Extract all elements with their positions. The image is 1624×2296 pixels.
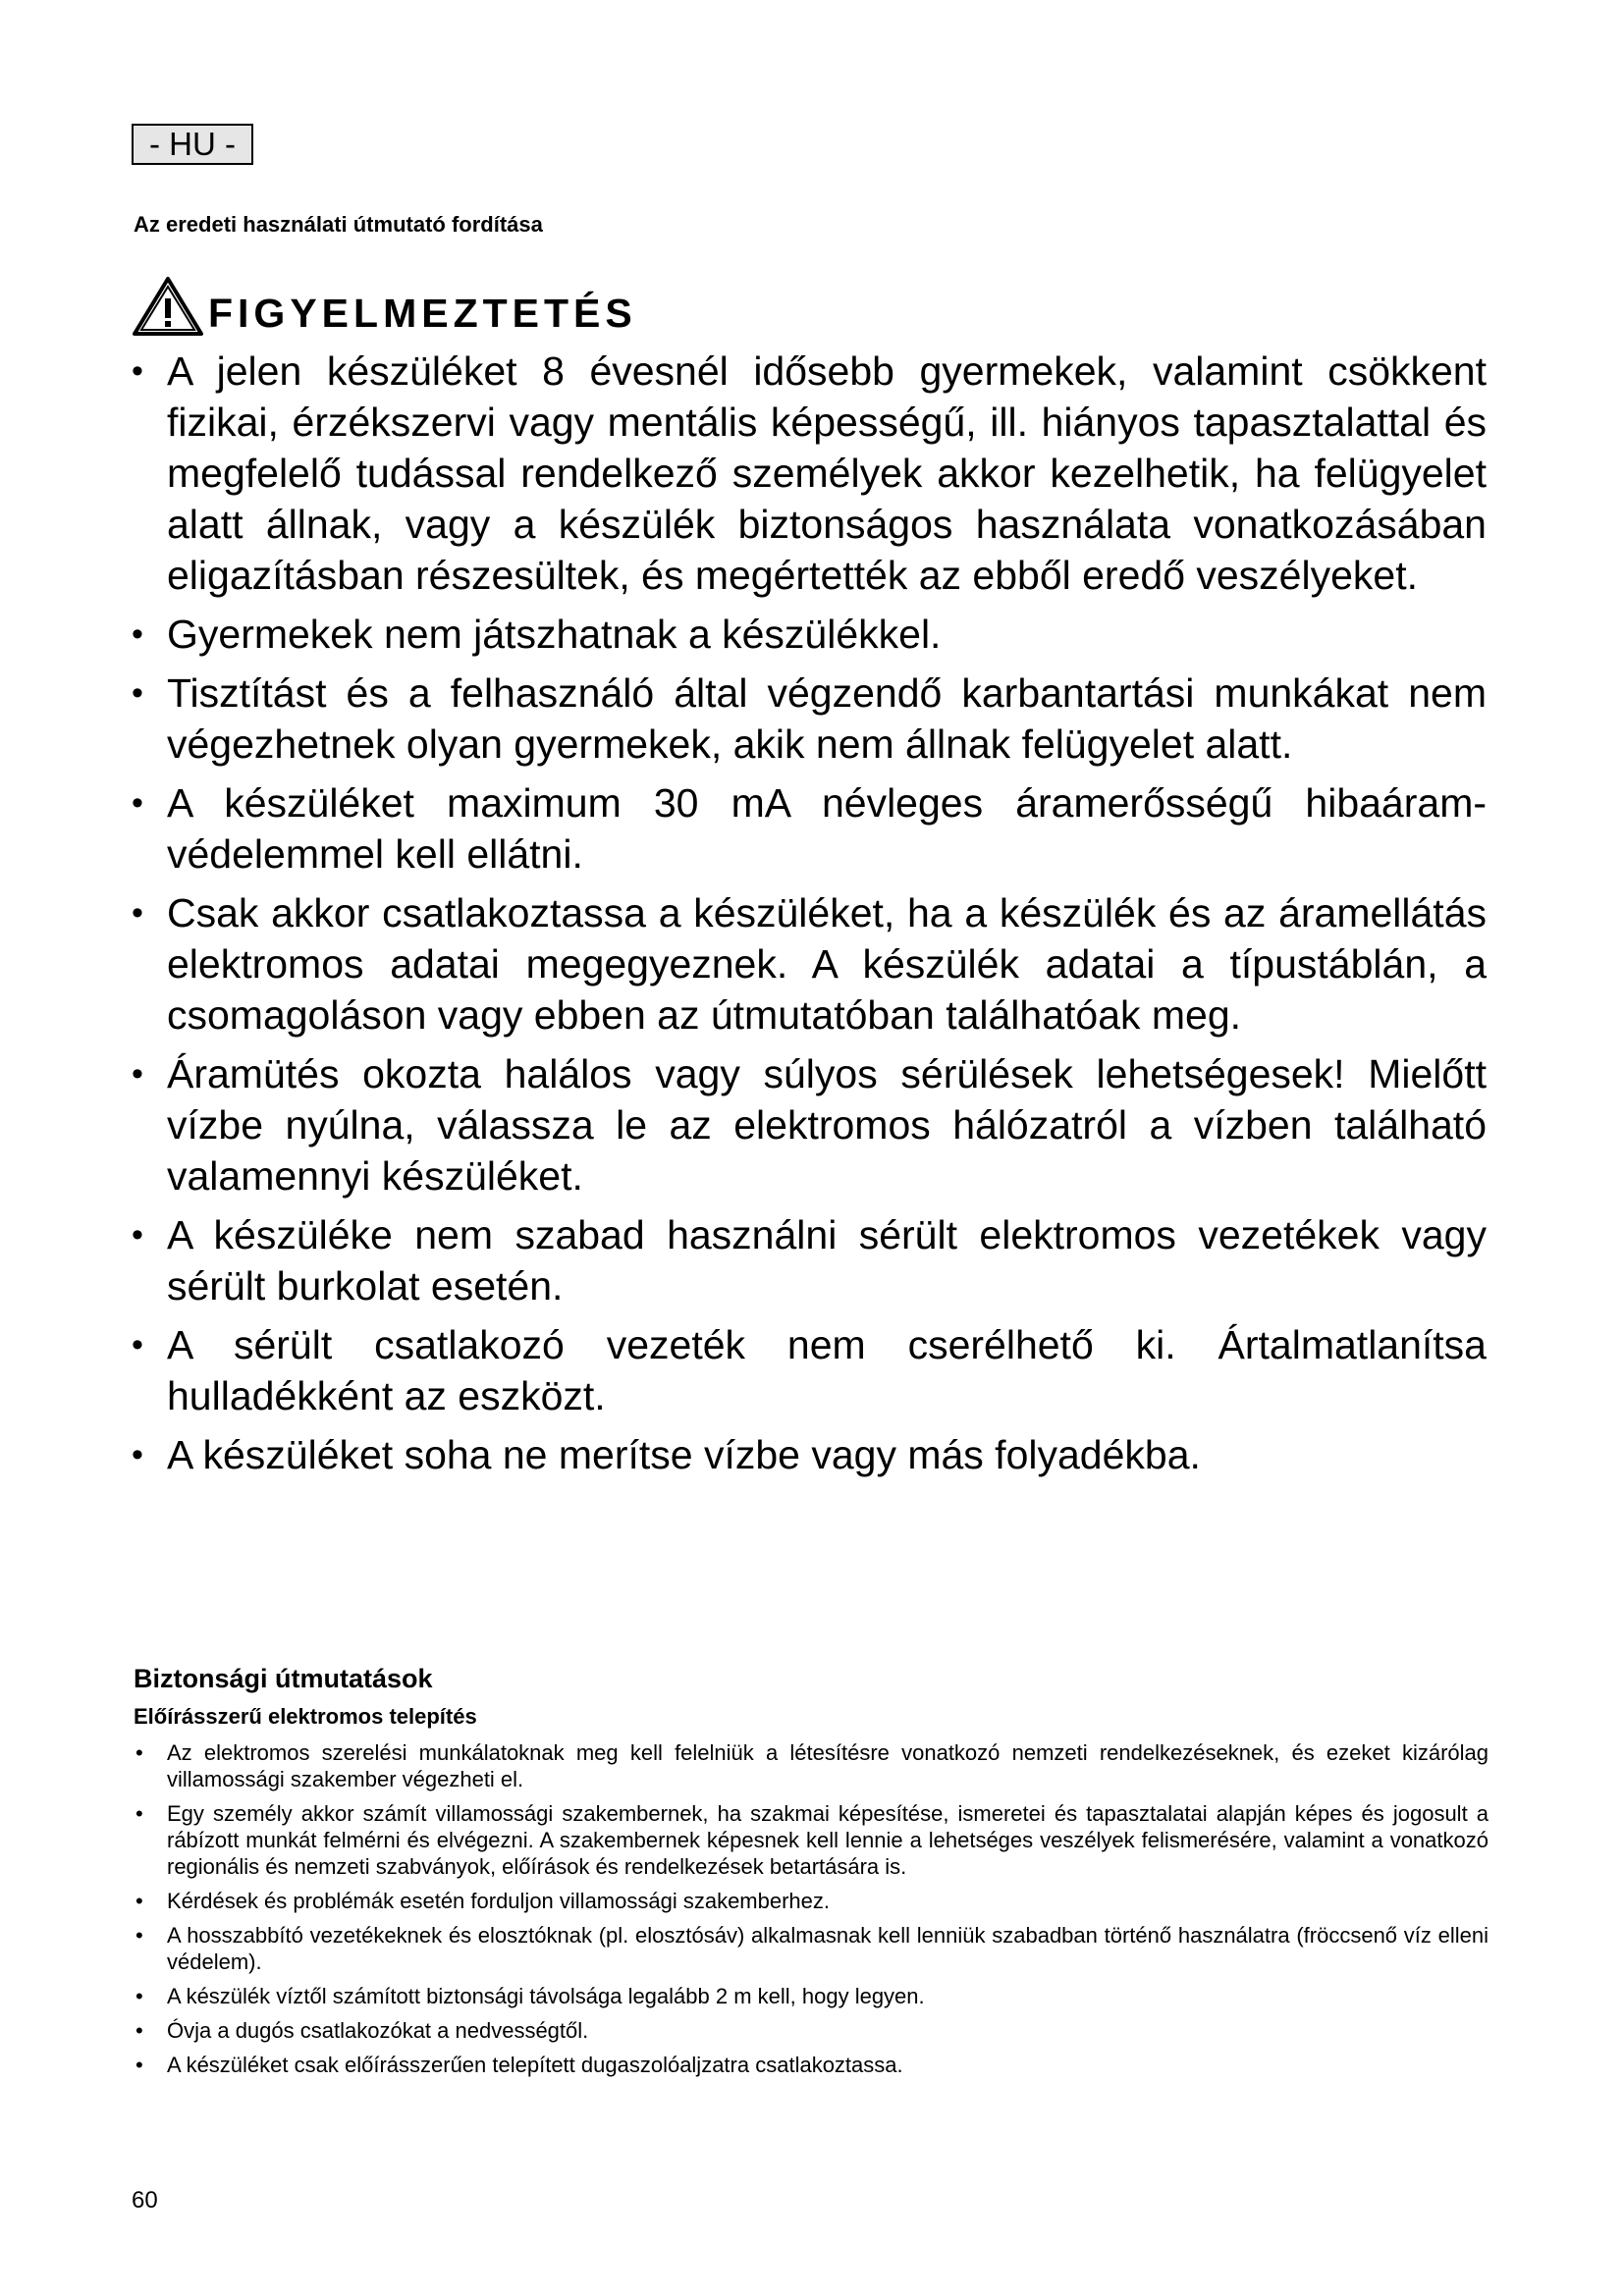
warning-item — [132, 1209, 1487, 1311]
bullet: • — [132, 352, 143, 390]
warning-item-text: A készüléket maximum 30 mA névleges áramerősségű hibaáram-védelemmel kell ellátni. — [167, 780, 1487, 877]
warning-item — [132, 609, 1487, 660]
safety-list — [134, 1739, 1489, 2078]
warning-item-text: A készüléket soha ne merítse vízbe vagy más folyadékba. — [167, 1432, 1201, 1477]
safety-title: Biztonsági útmutatások — [134, 1664, 433, 1693]
bullet: • — [132, 1055, 143, 1093]
bullet: • — [132, 615, 143, 653]
safety-item-text: A készülék víztől számított biztonsági távolsága legalább 2 m kell, hogy legyen. — [167, 1984, 925, 2008]
safety-item-text: Kérdések és problémák esetén forduljon villamossági szakemberhez. — [167, 1889, 831, 1913]
warning-item-text: Csak akkor csatlakoztassa a készüléket, ha a készülék és az áramellátás elektromos adatai megegyeznek. A készülék adatai a típustáblán, a csomagoláson vagy ebben az útmutatóban találhatóak meg. — [167, 890, 1487, 1038]
safety-subtitle: Előírásszerű elektromos telepítés — [134, 1704, 477, 1729]
document-subtitle: Az eredeti használati útmutató fordítása — [134, 212, 543, 237]
warning-heading — [132, 275, 637, 338]
warning-item-text: Áramütés okozta halálos vagy súlyos sérülések lehetségesek! Mielőtt vízbe nyúlna, válassza le az elektromos hálózatról a vízben található valamennyi készüléket. — [167, 1051, 1487, 1199]
safety-item — [134, 1739, 1489, 1792]
language-tag: - HU - — [132, 124, 253, 165]
safety-item-text: Az elektromos szerelési munkálatoknak meg kell felelniük a létesítésre vonatkozó nemzeti rendelkezéseknek, és ezeket kizárólag villamossági szakember végezheti el. — [167, 1740, 1489, 1791]
safety-item — [134, 1983, 1489, 2009]
bullet: • — [135, 1801, 143, 1826]
safety-item — [134, 1800, 1489, 1880]
safety-item — [134, 1922, 1489, 1975]
safety-item-text: A készüléket csak előírásszerűen telepített dugaszolóaljzatra csatlakoztassa. — [167, 2053, 903, 2077]
warning-item — [132, 1319, 1487, 1421]
bullet: • — [135, 1984, 143, 2008]
page-number: 60 — [132, 2187, 158, 2214]
bullet: • — [132, 1216, 143, 1254]
warning-item — [132, 1048, 1487, 1201]
warning-item-text: A készüléke nem szabad használni sérült elektromos vezetékek vagy sérült burkolat esetén. — [167, 1212, 1487, 1308]
warning-item — [132, 667, 1487, 770]
warning-item — [132, 777, 1487, 880]
warning-title: FIGYELMEZTETÉS — [208, 291, 637, 336]
safety-item-text: Egy személy akkor számít villamossági szakembernek, ha szakmai képesítése, ismeretei és tapasztalatai alapján képes és jogosult a rábízott munkát felmérni és elvégezni. A szakembernek képesnek kell lennie a lehetséges veszélyek felismerésére, valamint a vonatkozó regionális és nemzeti szabványok, előírások és rendelkezések betartására is. — [167, 1801, 1489, 1879]
safety-section — [134, 1664, 1489, 2086]
warning-triangle-icon — [132, 275, 204, 338]
warning-item — [132, 346, 1487, 601]
warning-item-text: Tisztítást és a felhasználó által végzendő karbantartási munkákat nem végezhetnek olyan gyermekek, akik nem állnak felügyelet alatt. — [167, 670, 1487, 767]
warning-item — [132, 1429, 1487, 1480]
bullet: • — [135, 2018, 143, 2043]
bullet: • — [132, 784, 143, 822]
warning-item-text: A sérült csatlakozó vezeték nem cserélhető ki. Ártalmatlanítsa hulladékként az eszközt. — [167, 1322, 1487, 1418]
bullet: • — [135, 1889, 143, 1913]
warning-item-text: Gyermekek nem játszhatnak a készülékkel. — [167, 612, 942, 657]
safety-item — [134, 1888, 1489, 1914]
safety-item — [134, 2017, 1489, 2044]
safety-item-text: A hosszabbító vezetékeknek és elosztóknak (pl. elosztósáv) alkalmasnak kell lenniük szabadban történő használatra (fröccsenő víz elleni védelem). — [167, 1923, 1489, 1974]
warning-item-text: A jelen készüléket 8 évesnél idősebb gyermekek, valamint csökkent fizikai, érzékszervi vagy mentális képességű, ill. hiányos tapasztalattal és megfelelő tudással rendelkező személyek akkor kezelhetik, ha felügyelet alatt állnak, vagy a készülék biztonságos használata vonatkozásában eligazításban részesültek, és megértették az ebből eredő veszélyeket. — [167, 348, 1487, 598]
warning-list — [132, 346, 1487, 1488]
warning-item — [132, 887, 1487, 1041]
safety-item-text: Óvja a dugós csatlakozókat a nedvességtől. — [167, 2018, 589, 2043]
safety-item — [134, 2052, 1489, 2078]
bullet: • — [132, 894, 143, 932]
bullet: • — [135, 1923, 143, 1948]
bullet: • — [132, 674, 143, 712]
bullet: • — [135, 1740, 143, 1765]
bullet: • — [132, 1326, 143, 1363]
bullet: • — [135, 2053, 143, 2077]
bullet: • — [132, 1436, 143, 1473]
